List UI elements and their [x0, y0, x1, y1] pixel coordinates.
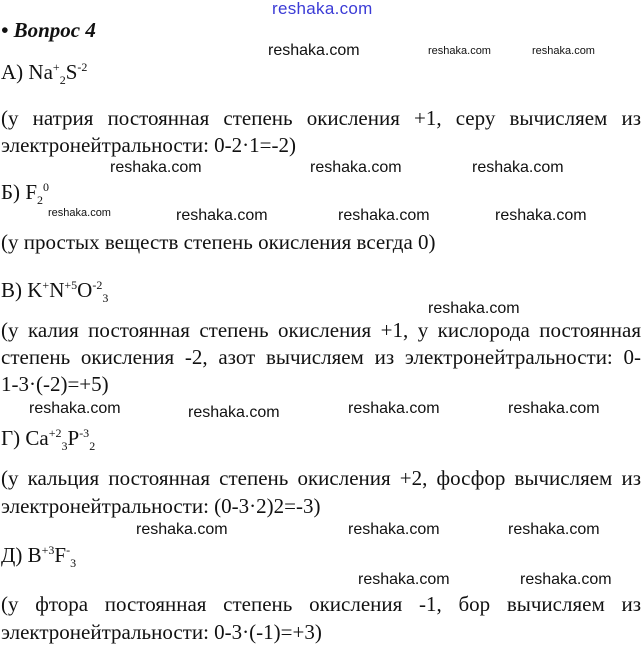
explanation-line: (у фтора постоянная степень окисления -1, бор вычисляем из: [1, 592, 641, 616]
formula-part: F: [54, 543, 67, 567]
site-watermark: reshaka.com: [310, 159, 402, 176]
formula-part: -2: [92, 278, 103, 292]
formula-part: 2: [37, 193, 43, 208]
formula-part: +3: [41, 543, 55, 557]
formula-part: -: [66, 543, 71, 557]
formula-part: O: [77, 278, 93, 302]
site-watermark: reshaka.com: [268, 42, 360, 59]
formula-line: [1, 278, 641, 306]
explanation-line: (у простых веществ степень окисления всегда 0): [1, 230, 436, 254]
site-watermark: reshaka.com: [508, 521, 600, 538]
formula-part: 3: [70, 556, 77, 571]
formula-part: +5: [64, 278, 78, 292]
explanation-line: степень окисления -2, азот вычисляем из электронейтральности: 0-: [1, 345, 641, 369]
formula-part: +: [42, 278, 50, 292]
formula-line: [1, 180, 641, 208]
site-watermark-header: reshaka.com: [272, 0, 373, 18]
formula-line: [1, 543, 641, 571]
formula-part: +: [52, 60, 60, 74]
explanation-line: электронейтральности: 0-2·1=-2): [1, 133, 296, 157]
formula-part: Ca: [25, 426, 49, 450]
site-watermark: reshaka.com: [428, 300, 520, 317]
formula-part: 2: [89, 439, 96, 454]
formula-part: 2: [59, 73, 66, 88]
site-watermark: reshaka.com: [348, 521, 440, 538]
formula-part: 3: [61, 439, 68, 454]
formula-part: Na: [28, 60, 53, 84]
item-label: Г): [1, 426, 26, 450]
formula-part: +2: [48, 426, 62, 440]
site-watermark: reshaka.com: [48, 207, 111, 219]
formula-part: 0: [43, 180, 49, 194]
site-watermark: reshaka.com: [428, 45, 491, 57]
explanation-line: (у натрия постоянная степень окисления +1, серу вычисляем из: [1, 106, 641, 130]
formula-part: -3: [79, 426, 90, 440]
formula-part: 3: [102, 291, 109, 306]
explanation-line: электронейтральности: (0-3·2)2=-3): [1, 494, 321, 518]
site-watermark: reshaka.com: [188, 404, 280, 421]
site-watermark: reshaka.com: [110, 159, 202, 176]
site-watermark: reshaka.com: [472, 159, 564, 176]
site-watermark: reshaka.com: [136, 521, 228, 538]
formula-part: -2: [77, 60, 88, 74]
explanation-line: электронейтральности: 0-3·(-1)=+3): [1, 620, 322, 644]
explanation-line: (у калия постоянная степень окисления +1, у кислорода постоянная: [1, 318, 641, 342]
formula-part: F: [25, 180, 37, 204]
formula-part: N: [49, 278, 65, 302]
site-watermark: reshaka.com: [495, 207, 587, 224]
site-watermark: reshaka.com: [338, 207, 430, 224]
site-watermark: reshaka.com: [176, 207, 268, 224]
formula-line: [1, 426, 641, 454]
item-label: Б): [1, 180, 26, 204]
explanation-line: (у кальция постоянная степень окисления +2, фосфор вычисляем из: [1, 466, 641, 490]
item-label: В): [1, 278, 28, 302]
item-label: А): [1, 60, 29, 84]
site-watermark: reshaka.com: [532, 45, 595, 57]
explanation-line: 1-3·(-2)=+5): [1, 372, 109, 396]
formula-part: K: [27, 278, 43, 302]
item-label: Д): [1, 543, 28, 567]
site-watermark: reshaka.com: [520, 571, 612, 588]
formula-part: B: [27, 543, 42, 567]
site-watermark: reshaka.com: [29, 400, 121, 417]
formula-part: P: [67, 426, 80, 450]
question-title: • Вопрос 4: [1, 18, 96, 42]
site-watermark: reshaka.com: [358, 571, 450, 588]
site-watermark: reshaka.com: [348, 400, 440, 417]
formula-line: [1, 60, 641, 88]
formula-part: S: [65, 60, 78, 84]
site-watermark: reshaka.com: [508, 400, 600, 417]
